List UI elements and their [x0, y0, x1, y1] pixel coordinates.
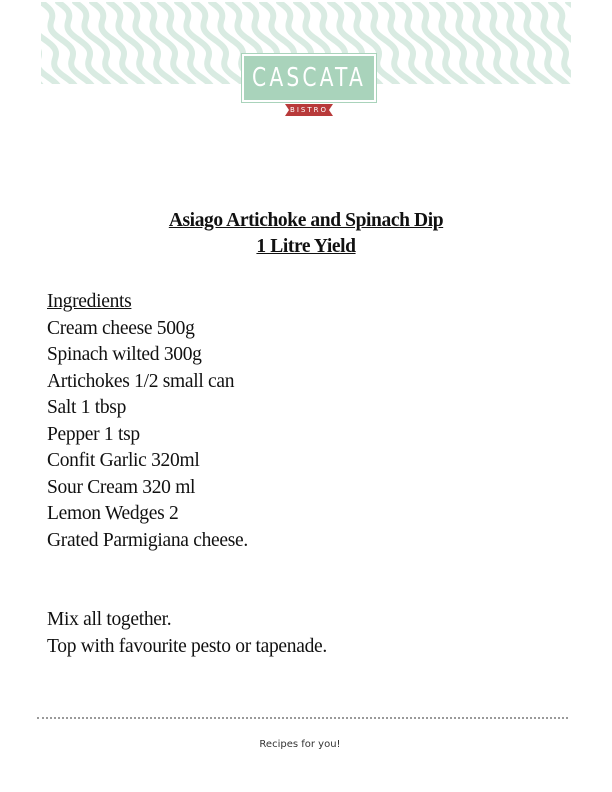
ingredient-item: Grated Parmigiana cheese. — [47, 529, 248, 551]
ingredient-item: Spinach wilted 300g — [47, 344, 202, 365]
ingredients-list — [47, 316, 567, 555]
recipe-yield: 1 Litre Yield — [256, 236, 356, 257]
footer-text: Recipes for you! — [259, 739, 341, 750]
ingredient-item: Artichokes 1/2 small can — [47, 370, 235, 392]
ingredient-item: Sour Cream 320 ml — [47, 476, 196, 498]
logo-subtext: BISTRO — [290, 106, 328, 114]
logo — [242, 54, 376, 102]
instruction-step: Top with favourite pesto or tapenade. — [47, 635, 327, 657]
instruction-step: Mix all together. — [47, 609, 172, 630]
ingredient-item: Salt 1 tbsp — [47, 397, 127, 418]
ingredients-heading: Ingredients — [47, 291, 132, 312]
ingredient-item: Confit Garlic 320ml — [47, 450, 200, 471]
footer-divider — [37, 717, 568, 719]
ingredient-item: Pepper 1 tsp — [47, 423, 140, 445]
ingredient-item: Cream cheese 500g — [47, 317, 195, 339]
instructions-list — [47, 607, 567, 660]
recipe-title: Asiago Artichoke and Spinach Dip — [168, 210, 444, 231]
logo-text: CASCATA — [252, 63, 366, 93]
recipe-title-block — [0, 208, 612, 260]
ingredient-item: Lemon Wedges 2 — [47, 503, 179, 524]
recipe-body — [47, 289, 567, 660]
